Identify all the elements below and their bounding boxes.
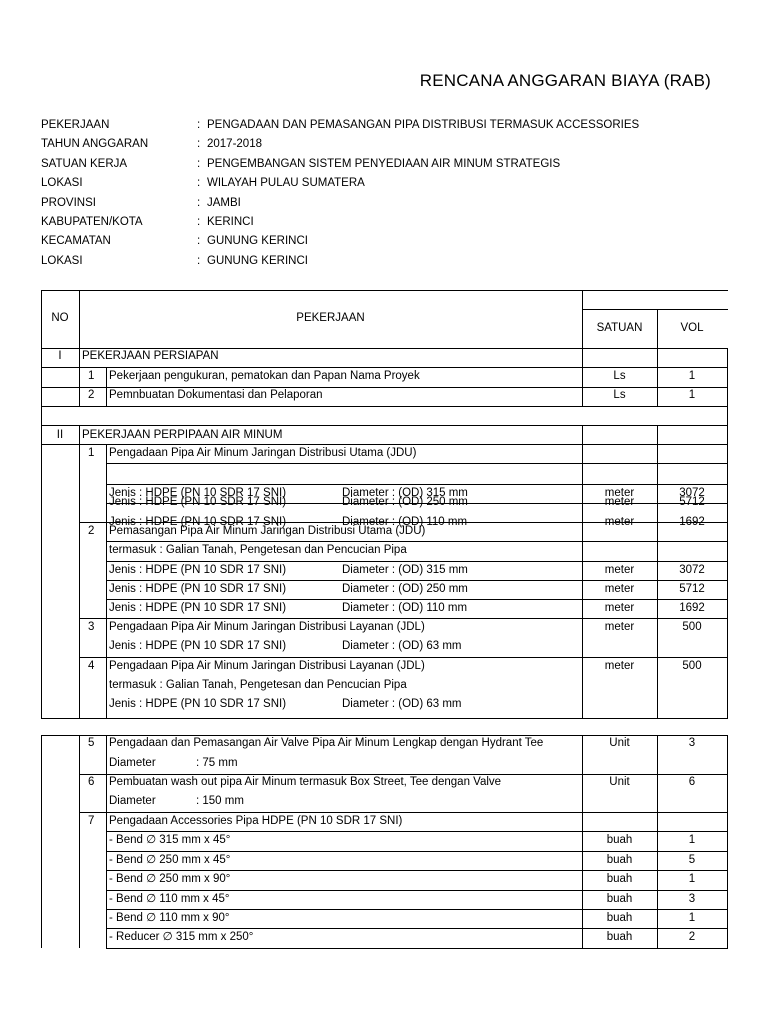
table-rule (41, 290, 42, 406)
item-number: 6 (88, 776, 95, 788)
item-satuan: meter (604, 621, 635, 633)
item-satuan: buah (606, 893, 633, 905)
item-jenis: Jenis : HDPE (PN 10 SDR 17 SNI) (109, 564, 287, 576)
item-satuan: buah (606, 873, 633, 885)
info-key: SATUAN KERJA (41, 157, 128, 170)
info-key: PEKERJAAN (41, 119, 110, 131)
info-value: GUNUNG KERINCI (207, 254, 308, 267)
item-text: Pengadaan Pipa Air Minum Jaringan Distribusi Layanan (JDL) (109, 660, 425, 672)
item-satuan: meter (604, 660, 635, 672)
item-satuan: Ls (613, 370, 626, 382)
item-text: Pengadaan Pipa Air Minum Jaringan Distribusi Utama (JDU) (109, 447, 417, 459)
info-key: LOKASI (41, 177, 83, 190)
item-value: : 75 mm (196, 757, 238, 769)
item-label: Diameter (109, 795, 156, 807)
item-vol: 3 (688, 737, 696, 749)
item-number: 3 (88, 621, 95, 633)
table-rule (727, 348, 728, 406)
item-label: Diameter (109, 757, 156, 769)
item-number: 7 (88, 815, 95, 827)
table-rule (79, 735, 80, 948)
table-rule (41, 735, 42, 948)
info-value: PENGEMBANGAN SISTEM PENYEDIAAN AIR MINUM STRATEGIS (207, 157, 561, 170)
item-vol: 6 (688, 776, 696, 788)
item-jenis: Jenis : HDPE (PN 10 SDR 17 SNI) (109, 496, 287, 508)
item-text: - Bend ∅ 110 mm x 45° (109, 893, 230, 905)
item-diameter: Diameter : (OD) 110 mm (342, 602, 468, 614)
item-satuan: meter (604, 583, 635, 595)
item-value: : 150 mm (196, 795, 244, 807)
item-satuan: meter (604, 487, 635, 499)
item-text: termasuk : Galian Tanah, Pengetesan dan Pencucian Pipa (109, 679, 407, 691)
item-satuan: buah (606, 854, 633, 866)
item-text: - Bend ∅ 250 mm x 45° (109, 854, 231, 866)
item-satuan: meter (604, 516, 635, 528)
item-vol: 1 (688, 912, 696, 924)
section-no: II (56, 429, 64, 441)
item-jenis: Jenis : HDPE (PN 10 SDR 17 SNI) (109, 698, 287, 710)
info-colon: : (197, 138, 201, 151)
page-title: RENCANA ANGGARAN BIAYA (RAB) (419, 71, 711, 90)
table-rule (582, 290, 583, 406)
table-rule (106, 463, 728, 464)
header-no: NO (51, 312, 69, 324)
header-satuan: SATUAN (596, 322, 643, 334)
item-vol: 1 (688, 834, 696, 846)
item-number: 4 (88, 660, 95, 672)
item-diameter: Diameter : (OD) 63 mm (342, 640, 462, 652)
item-satuan: meter (604, 564, 635, 576)
table-rule (106, 367, 107, 406)
item-satuan: meter (604, 496, 635, 508)
item-number: 1 (88, 370, 95, 382)
item-text: termasuk : Galian Tanah, Pengetesan dan Pencucian Pipa (109, 544, 407, 556)
table-rule (41, 425, 728, 426)
table-rule (41, 387, 728, 388)
info-colon: : (197, 177, 201, 190)
item-vol: 500 (682, 621, 702, 633)
item-vol: 5 (688, 854, 696, 866)
table-rule (79, 348, 80, 406)
item-number: 5 (88, 737, 95, 749)
item-text: - Bend ∅ 315 mm x 45° (109, 834, 231, 846)
item-vol: 5712 (679, 583, 705, 595)
item-text: Pengadaan dan Pemasangan Air Valve Pipa Air Minum Lengkap dengan Hydrant Tee (109, 737, 544, 749)
item-vol: 3072 (679, 487, 705, 499)
section-title: PEKERJAAN PERSIAPAN (82, 350, 219, 362)
info-key: TAHUN ANGGARAN (41, 138, 149, 151)
item-diameter: Diameter : (OD) 250 mm (342, 496, 468, 508)
table-rule (79, 290, 80, 348)
item-satuan: Unit (609, 776, 630, 788)
header-vol: VOL (680, 322, 704, 334)
table-rule (41, 718, 728, 719)
item-vol: 3072 (679, 564, 705, 576)
item-satuan: Ls (613, 389, 626, 401)
table-rule (41, 367, 728, 368)
info-key: LOKASI (41, 254, 83, 267)
item-vol: 3 (688, 893, 696, 905)
item-text: Pekerjaan pengukuran, pematokan dan Papan Nama Proyek (109, 370, 420, 382)
info-value: PENGADAAN DAN PEMASANGAN PIPA DISTRIBUSI TERMASUK ACCESSORIES (207, 119, 640, 131)
info-value: GUNUNG KERINCI (207, 235, 308, 248)
item-number: 1 (88, 447, 95, 459)
item-jenis: Jenis : HDPE (PN 10 SDR 17 SNI) (109, 487, 287, 499)
item-diameter: Diameter : (OD) 315 mm (342, 487, 468, 499)
item-satuan: meter (604, 602, 635, 614)
info-key: PROVINSI (41, 196, 96, 209)
info-colon: : (197, 215, 201, 228)
item-vol: 2 (688, 931, 696, 943)
table-rule (727, 406, 728, 718)
info-value: JAMBI (207, 196, 241, 209)
item-text: - Bend ∅ 250 mm x 90° (109, 873, 231, 885)
table-rule (106, 484, 728, 485)
table-rule (41, 406, 42, 718)
table-rule (41, 406, 728, 407)
info-key: KABUPATEN/KOTA (41, 215, 143, 228)
section-no: I (58, 350, 62, 362)
item-diameter: Diameter : (OD) 63 mm (342, 698, 462, 710)
item-text: Pengadaan Pipa Air Minum Jaringan Distribusi Layanan (JDL) (109, 621, 425, 633)
item-text: - Reducer ∅ 315 mm x 250° (109, 931, 254, 943)
header-pekerjaan: PEKERJAAN (296, 312, 365, 324)
item-vol: 1 (688, 873, 696, 885)
item-jenis: Jenis : HDPE (PN 10 SDR 17 SNI) (109, 602, 287, 614)
table-rule (41, 348, 728, 349)
info-colon: : (197, 254, 201, 267)
table-rule (41, 444, 728, 445)
table-rule (727, 735, 728, 948)
info-colon: : (197, 196, 201, 209)
section-title: PEKERJAAN PERPIPAAN AIR MINUM (82, 429, 283, 441)
item-vol: 1692 (679, 516, 705, 528)
item-jenis: Jenis : HDPE (PN 10 SDR 17 SNI) (109, 640, 287, 652)
item-satuan: buah (606, 931, 633, 943)
item-text: - Bend ∅ 110 mm x 90° (109, 912, 230, 924)
item-number: 2 (88, 389, 95, 401)
info-value: KERINCI (207, 215, 254, 228)
item-jenis: Jenis : HDPE (PN 10 SDR 17 SNI) (109, 516, 287, 528)
table-rule (79, 425, 80, 718)
item-vol: 1692 (679, 602, 705, 614)
table-rule (41, 290, 728, 291)
item-vol: 1 (688, 370, 696, 382)
table-rule (582, 309, 728, 310)
item-text: Pemnbuatan Dokumentasi dan Pelaporan (109, 389, 323, 401)
item-diameter: Diameter : (OD) 250 mm (342, 583, 468, 595)
item-diameter: Diameter : (OD) 315 mm (342, 564, 468, 576)
item-jenis: Jenis : HDPE (PN 10 SDR 17 SNI) (109, 583, 287, 595)
info-value: WILAYAH PULAU SUMATERA (207, 177, 365, 190)
item-text: Pembuatan wash out pipa Air Minum termasuk Box Street, Tee dengan Valve (109, 776, 502, 788)
item-text: Pengadaan Accessories Pipa HDPE (PN 10 SDR 17 SNI) (109, 815, 403, 827)
table-rule (106, 637, 107, 638)
info-colon: : (197, 235, 201, 248)
info-colon: : (197, 119, 201, 131)
item-diameter: Diameter : (OD) 110 mm (342, 516, 468, 528)
table-rule (657, 309, 658, 406)
info-value: 2017-2018 (207, 138, 262, 151)
item-vol: 500 (682, 660, 702, 672)
item-number: 2 (88, 525, 95, 537)
table-rule (106, 948, 728, 949)
table-rule (106, 444, 107, 718)
item-text: Pemasangan Pipa Air Minum Jaringan Distribusi Utama (JDU) (109, 525, 426, 537)
item-vol: 5712 (679, 496, 705, 508)
info-colon: : (197, 157, 201, 170)
info-key: KECAMATAN (41, 235, 111, 248)
item-satuan: buah (606, 834, 633, 846)
table-rule (106, 735, 107, 948)
item-satuan: Unit (609, 737, 630, 749)
item-satuan: buah (606, 912, 633, 924)
item-vol: 1 (688, 389, 696, 401)
